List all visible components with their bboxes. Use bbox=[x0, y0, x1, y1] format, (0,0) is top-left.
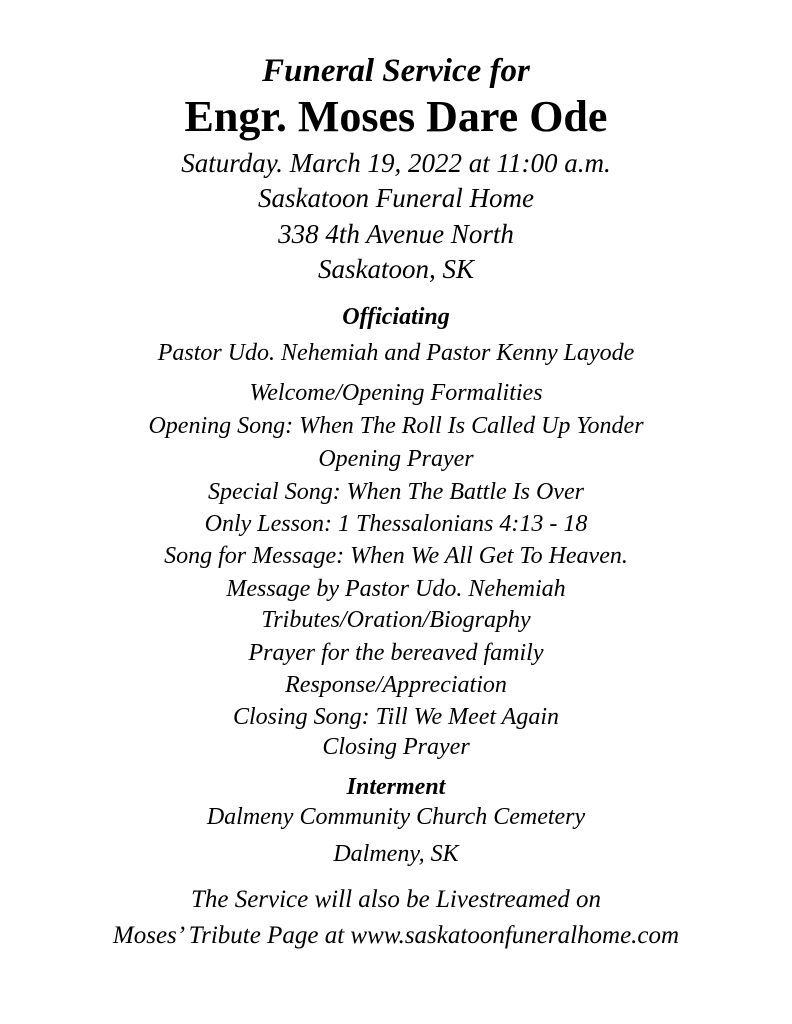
interment-place: Dalmeny Community Church Cemetery bbox=[206, 804, 586, 830]
program-item: Closing Prayer bbox=[322, 734, 470, 760]
interment-heading: Interment bbox=[346, 774, 446, 800]
program-item: Response/Appreciation bbox=[285, 672, 507, 698]
officiating-names: Pastor Udo. Nehemiah and Pastor Kenny Layode bbox=[157, 340, 635, 366]
program-item: Opening Prayer bbox=[318, 446, 474, 472]
program-item: Tributes/Oration/Biography bbox=[261, 607, 531, 633]
deceased-name: Engr. Moses Dare Ode bbox=[184, 92, 608, 141]
livestream-note: The Service will also be Livestreamed on bbox=[190, 886, 602, 913]
program-item: Prayer for the bereaved family bbox=[248, 640, 544, 666]
officiating-heading: Officiating bbox=[342, 304, 450, 330]
program-item: Welcome/Opening Formalities bbox=[249, 380, 543, 406]
interment-location: Dalmeny, SK bbox=[333, 841, 459, 867]
funeral-home-city: Saskatoon, SK bbox=[317, 254, 474, 284]
service-date-time: Saturday. March 19, 2022 at 11:00 a.m. bbox=[181, 148, 611, 178]
program-item: Special Song: When The Battle Is Over bbox=[208, 479, 584, 505]
title-line: Funeral Service for bbox=[262, 53, 530, 89]
funeral-home-name: Saskatoon Funeral Home bbox=[258, 183, 534, 213]
funeral-home-address: 338 4th Avenue North bbox=[278, 219, 514, 249]
program-item: Song for Message: When We All Get To Heaven. bbox=[164, 543, 628, 569]
program-item: Opening Song: When The Roll Is Called Up Yonder bbox=[148, 413, 644, 439]
livestream-url-line: Moses’ Tribute Page at www.saskatoonfuneralhome.com bbox=[112, 922, 680, 949]
program-item: Closing Song: Till We Meet Again bbox=[232, 704, 559, 730]
program-item: Only Lesson: 1 Thessalonians 4:13 - 18 bbox=[204, 511, 588, 537]
program-item: Message by Pastor Udo. Nehemiah bbox=[226, 576, 566, 602]
